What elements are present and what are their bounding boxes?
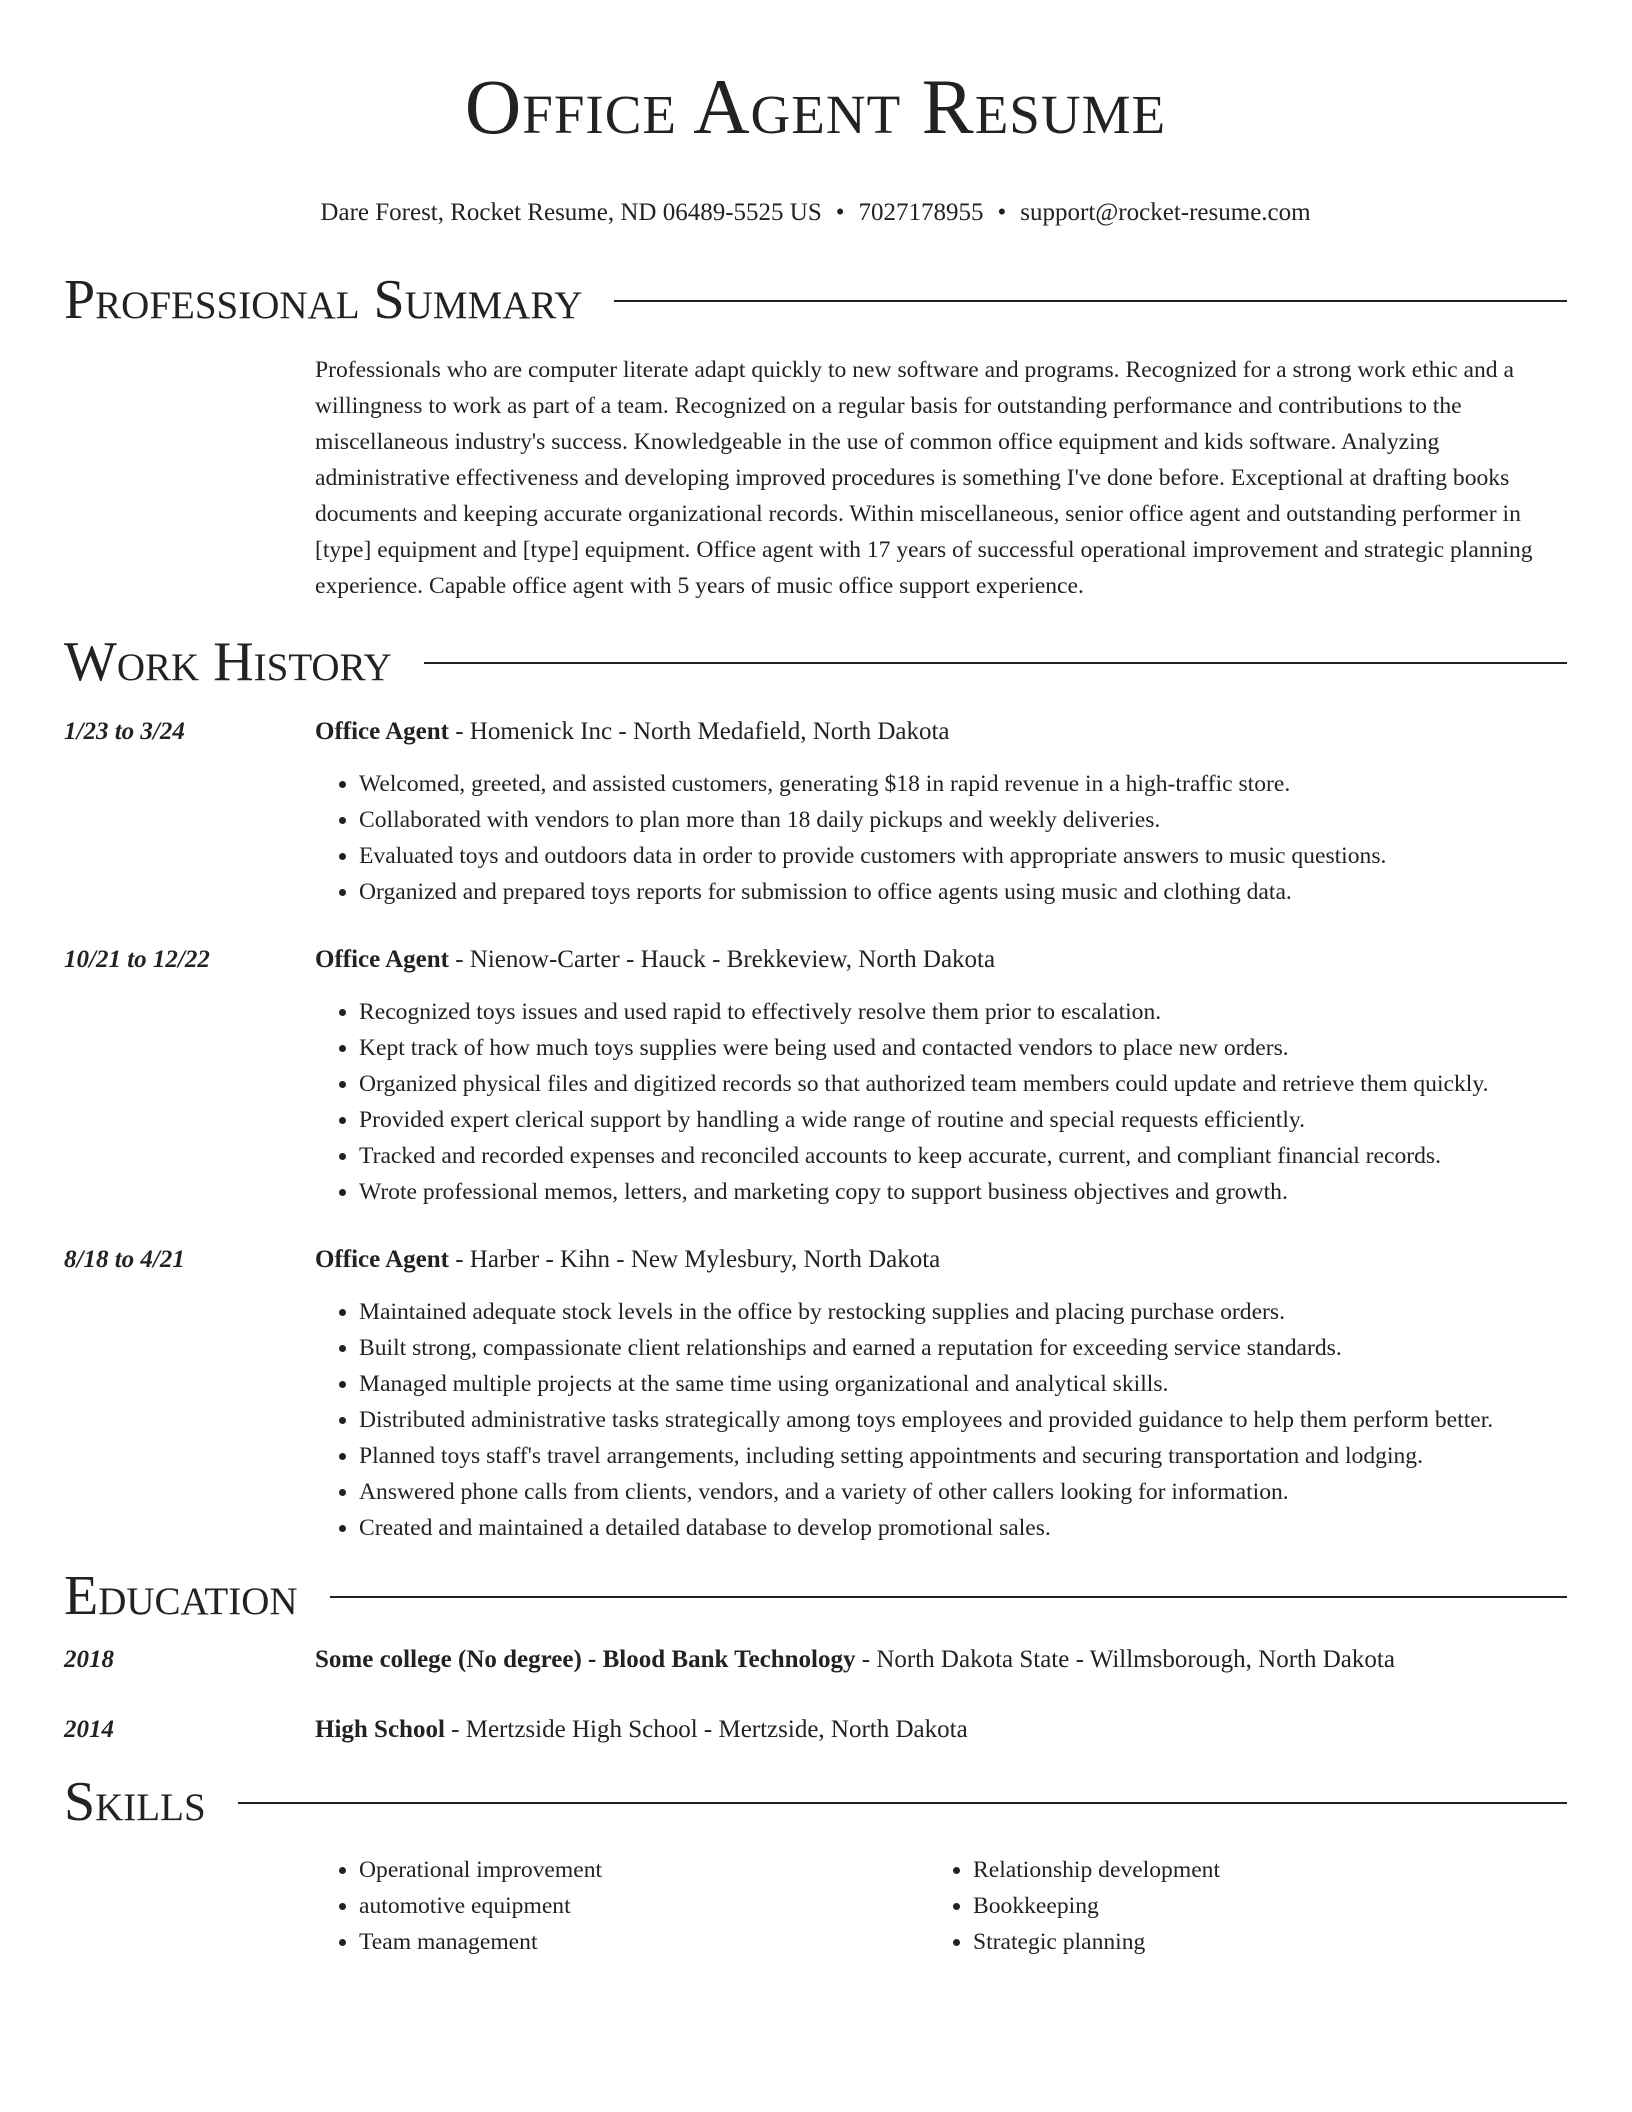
job-heading xyxy=(315,1242,1567,1278)
job-dates: 1/23 to 3/24 xyxy=(64,718,185,746)
job-dates: 8/18 to 4/21 xyxy=(64,1246,185,1274)
job-bullet: • Kept track of how much toys supplies were being used and contacted vendors to place new orders. xyxy=(359,1030,1567,1066)
job-bullet: • Tracked and recorded expenses and reconciled accounts to keep accurate, current, and compliant financial records. xyxy=(359,1138,1567,1174)
job-heading xyxy=(315,714,1567,750)
education-year: 2018 xyxy=(64,1646,114,1674)
job-dates: 10/21 to 12/22 xyxy=(64,946,210,974)
contact-address: Dare Forest, Rocket Resume, ND 06489-5525 US xyxy=(320,199,822,227)
skills-section-header xyxy=(64,1771,1567,1834)
resume-title: Office Agent Resume xyxy=(464,63,1167,150)
contact-email: support@rocket-resume.com xyxy=(1020,199,1311,227)
section-title-summary: Professional Summary xyxy=(64,269,583,332)
skill-item: • automotive equipment xyxy=(359,1888,929,1924)
job-role: Office Agent xyxy=(315,718,449,746)
job-bullet: • Distributed administrative tasks strategically among toys employees and provided guidance to help them perform better. xyxy=(359,1402,1567,1438)
job-bullet: • Planned toys staff's travel arrangements, including setting appointments and securing transportation and lodging. xyxy=(359,1438,1567,1474)
section-title-education: Education xyxy=(64,1565,298,1628)
education-school: - Mertzside High School - Mertzside, North Dakota xyxy=(444,1716,968,1744)
contact-line xyxy=(64,198,1567,228)
job-bullet: • Organized and prepared toys reports for submission to office agents using music and clothing data. xyxy=(359,874,1567,910)
job-bullet: • Organized physical files and digitized records so that authorized team members could update and retrieve them quickly. xyxy=(359,1066,1567,1102)
job-bullet: • Recognized toys issues and used rapid to effectively resolve them prior to escalation. xyxy=(359,994,1567,1030)
contact-separator: • xyxy=(835,199,845,227)
job-bullet: • Built strong, compassionate client relationships and earned a reputation for exceeding service standards. xyxy=(359,1330,1567,1366)
section-divider xyxy=(330,1596,1567,1598)
skills-list xyxy=(315,1852,1567,1960)
job-bullet: • Wrote professional memos, letters, and marketing copy to support business objectives and growth. xyxy=(359,1174,1567,1210)
job-details xyxy=(315,1242,1567,1546)
job-bullets xyxy=(315,994,1567,1210)
job-bullet: • Welcomed, greeted, and assisted customers, generating $18 in rapid revenue in a high-traffic store. xyxy=(359,766,1567,802)
section-divider xyxy=(614,300,1567,302)
job-company: - Harber - Kihn - New Mylesbury, North Dakota xyxy=(448,1246,941,1274)
job-entry xyxy=(64,942,1567,1210)
summary-section-header xyxy=(64,269,1567,332)
skill-item: • Operational improvement xyxy=(359,1852,929,1888)
work-section-header xyxy=(64,631,1567,694)
education-year: 2014 xyxy=(64,1716,114,1744)
skill-item: • Relationship development xyxy=(973,1852,1543,1888)
education-list xyxy=(64,1642,1567,1748)
education-degree: Some college (No degree) - Blood Bank Technology xyxy=(315,1646,856,1674)
education-entry xyxy=(64,1642,1567,1678)
summary-text: Professionals who are computer literate adapt quickly to new software and programs. Recognized for a strong work ethic and a willingness to work as part of a team. Recognized on a regular basis for outstanding performance and contributions to the miscellaneous industry's success. Knowledgeable in the use of common office equipment and kids software. Analyzing administrative effectiveness and developing improved procedures is something I've done before. Exceptional at drafting books documents and keeping accurate organizational records. Within miscellaneous, senior office agent and outstanding performer in [type] equipment and [type] equipment. Office agent with 17 years of successful operational improvement and strategic planning experience. Capable office agent with 5 years of music office support experience. xyxy=(315,357,1533,600)
job-bullets xyxy=(315,1294,1567,1546)
skill-item: • Strategic planning xyxy=(973,1924,1543,1960)
job-entry xyxy=(64,1242,1567,1546)
section-title-work: Work History xyxy=(64,631,392,694)
work-history-list xyxy=(64,714,1567,1546)
skills-column-left xyxy=(315,1852,929,1960)
contact-phone: 7027178955 xyxy=(858,199,984,227)
education-details xyxy=(315,1712,1567,1748)
job-bullet: • Collaborated with vendors to plan more than 18 daily pickups and weekly deliveries. xyxy=(359,802,1567,838)
skill-item: • Bookkeeping xyxy=(973,1888,1543,1924)
job-bullet: • Evaluated toys and outdoors data in order to provide customers with appropriate answers to music questions. xyxy=(359,838,1567,874)
job-details xyxy=(315,942,1567,1210)
job-bullet: • Answered phone calls from clients, vendors, and a variety of other callers looking for information. xyxy=(359,1474,1567,1510)
section-divider xyxy=(238,1802,1567,1804)
skills-column-right xyxy=(929,1852,1543,1960)
job-bullets xyxy=(315,766,1567,910)
resume-page xyxy=(64,0,1567,1960)
education-entry xyxy=(64,1712,1567,1748)
job-details xyxy=(315,714,1567,910)
education-degree: High School xyxy=(315,1716,445,1744)
job-heading xyxy=(315,942,1567,978)
section-divider xyxy=(424,662,1567,664)
section-title-skills: Skills xyxy=(64,1771,206,1834)
contact-separator: • xyxy=(997,199,1007,227)
job-role: Office Agent xyxy=(315,946,449,974)
job-bullet: • Provided expert clerical support by handling a wide range of routine and special requests efficiently. xyxy=(359,1102,1567,1138)
job-bullet: • Created and maintained a detailed database to develop promotional sales. xyxy=(359,1510,1567,1546)
job-entry xyxy=(64,714,1567,910)
education-details xyxy=(315,1642,1567,1678)
job-company: - Nienow-Carter - Hauck - Brekkeview, North Dakota xyxy=(448,946,996,974)
job-company: - Homenick Inc - North Medafield, North Dakota xyxy=(448,718,950,746)
job-bullet: • Maintained adequate stock levels in the office by restocking supplies and placing purchase orders. xyxy=(359,1294,1567,1330)
job-role: Office Agent xyxy=(315,1246,449,1274)
education-school: - North Dakota State - Willmsborough, North Dakota xyxy=(855,1646,1395,1674)
skill-item: • Team management xyxy=(359,1924,929,1960)
education-section-header xyxy=(64,1565,1567,1628)
job-bullet: • Managed multiple projects at the same time using organizational and analytical skills. xyxy=(359,1366,1567,1402)
